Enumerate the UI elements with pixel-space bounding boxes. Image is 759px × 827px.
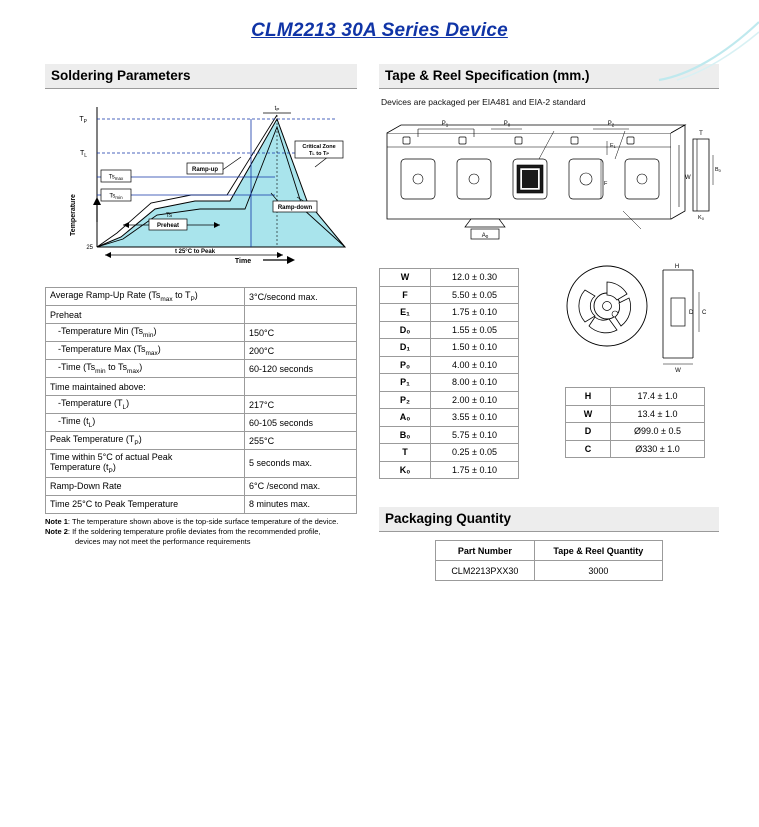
dim-value: 0.25 ± 0.05 <box>431 444 519 462</box>
param-value: 200°C <box>245 342 357 360</box>
param-label: -Time $(t_L)$ <box>46 414 245 432</box>
dim-symbol: P₀ <box>380 356 431 374</box>
svg-text:Ramp-up: Ramp-up <box>192 167 218 173</box>
param-value: 3°C/second max. <box>245 288 357 306</box>
table-row <box>46 396 357 414</box>
svg-text:TP: $T_P$ <box>79 116 87 125</box>
svg-text:tP: tP <box>274 106 280 112</box>
param-label: -Temperature $(T_L)$ <box>46 396 245 414</box>
param-value: 217°C <box>245 396 357 414</box>
table-row <box>46 450 357 478</box>
param-label: Time 25°C to Peak Temperature <box>46 495 245 513</box>
param-value: 5 seconds max. <box>245 450 357 478</box>
param-value <box>245 306 357 324</box>
svg-text:Critical Zone: Critical Zone <box>302 144 336 150</box>
reflow-profile-chart <box>45 97 357 277</box>
dim-symbol: E₁ <box>380 304 431 322</box>
dim-symbol: P₂ <box>380 391 431 409</box>
content-columns <box>0 42 759 581</box>
param-label: Peak Temperature $(T_P)$ <box>46 432 245 450</box>
dim-value: Ø330 ± 1.0 <box>611 440 705 458</box>
svg-text:W: W <box>675 368 681 374</box>
note-2-label: Note 2 <box>45 526 68 536</box>
param-label: Time maintained above: <box>46 378 245 396</box>
param-value: 60-120 seconds <box>245 360 357 378</box>
table-row <box>380 374 519 392</box>
note-1 <box>45 517 357 527</box>
soldering-parameters-table <box>45 287 357 514</box>
table-row <box>566 423 705 441</box>
table-row <box>46 360 357 378</box>
dim-symbol: K₀ <box>380 461 431 479</box>
dim-value: 2.00 ± 0.10 <box>431 391 519 409</box>
table-row <box>46 495 357 513</box>
table-row <box>380 444 519 462</box>
table-row <box>46 432 357 450</box>
svg-text:T: T <box>699 131 703 137</box>
svg-text:Tsmax: $Ts_{max}$ <box>108 174 124 181</box>
dim-symbol: B₀ <box>380 426 431 444</box>
dim-symbol: F <box>380 286 431 304</box>
svg-text:Temperature: Temperature <box>70 194 77 236</box>
table-row <box>380 426 519 444</box>
svg-text:P0: $P_0$ <box>503 121 511 128</box>
datasheet-page <box>0 20 759 827</box>
dim-symbol: C <box>566 440 611 458</box>
param-label: Ramp-Down Rate <box>46 477 245 495</box>
table-row <box>566 440 705 458</box>
param-label: Average Ramp-Up Rate ($Ts_{max}$ to $T_P$) <box>46 288 245 306</box>
param-value <box>245 378 357 396</box>
column-header-part-number: Part Number <box>436 541 535 561</box>
table-row <box>380 461 519 479</box>
svg-text:TL to TP: TL to TP <box>308 151 330 157</box>
param-value: 150°C <box>245 324 357 342</box>
svg-text:P1: $P_1$ <box>441 121 449 128</box>
table-row <box>46 378 357 396</box>
param-label: -Time ($Ts_{min}$ to $Ts_{max}$) <box>46 360 245 378</box>
table-row <box>380 339 519 357</box>
note-1-label: Note 1 <box>45 516 68 526</box>
svg-text:D: D <box>689 310 694 316</box>
param-value: 255°C <box>245 432 357 450</box>
svg-text:Ts: Ts <box>166 213 172 219</box>
cell-quantity: 3000 <box>534 561 662 581</box>
dim-symbol: D₁ <box>380 339 431 357</box>
param-label: Time within 5°C of actual Peak Temperature $(t_P)$ <box>46 450 245 478</box>
dim-value: 13.4 ± 1.0 <box>611 405 705 423</box>
soldering-section-heading: Soldering Parameters <box>45 64 357 89</box>
note-2-text: : If the soldering temperature profile deviates from the recommended profile, <box>67 526 321 536</box>
dim-symbol: A₀ <box>380 409 431 427</box>
param-label: -Temperature Max $(Ts_{max})$ <box>46 342 245 360</box>
svg-text:P2: $P_2$ <box>607 121 615 128</box>
dim-symbol: W <box>380 269 431 287</box>
dim-symbol: D₀ <box>380 321 431 339</box>
dim-symbol: W <box>566 405 611 423</box>
dim-value: 17.4 ± 1.0 <box>611 388 705 406</box>
soldering-notes <box>45 517 357 547</box>
table-row <box>380 321 519 339</box>
param-label: Preheat <box>46 306 245 324</box>
table-row <box>566 388 705 406</box>
svg-text:C: C <box>702 310 707 316</box>
param-label: -Temperature Min $(Ts_{min})$ <box>46 324 245 342</box>
reel-figure <box>559 262 719 382</box>
table-row <box>436 561 663 581</box>
svg-text:E1: E1 <box>610 143 616 149</box>
table-row <box>380 286 519 304</box>
table-row <box>46 477 357 495</box>
column-header-quantity: Tape & Reel Quantity <box>534 541 662 561</box>
svg-text:25: 25 <box>86 245 93 251</box>
param-value: 60-105 seconds <box>245 414 357 432</box>
svg-text:F: F <box>604 181 608 187</box>
svg-text:A0: A0 <box>481 233 489 239</box>
reel-figure-group <box>559 262 719 479</box>
dim-value: 1.75 ± 0.10 <box>431 304 519 322</box>
svg-text:Preheat: Preheat <box>156 223 180 229</box>
tape-dimensions-table <box>379 268 519 479</box>
dim-value: 4.00 ± 0.10 <box>431 356 519 374</box>
dim-symbol: H <box>566 388 611 406</box>
svg-text:Tsmin: $Ts_{min}$ <box>109 193 123 200</box>
tape-reel-column <box>379 64 719 581</box>
svg-text:H: H <box>674 264 680 270</box>
cell-part-number: CLM2213PXX30 <box>436 561 535 581</box>
svg-text:TL: $T_L$ <box>79 150 87 159</box>
table-header-row <box>436 541 663 561</box>
param-value: 8 minutes max. <box>245 495 357 513</box>
dim-value: 1.55 ± 0.05 <box>431 321 519 339</box>
note-2 <box>45 527 357 547</box>
svg-text:W: W <box>685 175 691 181</box>
dim-value: 3.55 ± 0.10 <box>431 409 519 427</box>
table-row <box>380 269 519 287</box>
dim-symbol: T <box>380 444 431 462</box>
dim-value: 5.75 ± 0.10 <box>431 426 519 444</box>
dim-value: 1.50 ± 0.10 <box>431 339 519 357</box>
table-row <box>380 356 519 374</box>
svg-text:Ramp-down: Ramp-down <box>277 205 313 211</box>
tape-reel-section-heading: Tape & Reel Specification (mm.) <box>379 64 719 89</box>
table-row <box>46 342 357 360</box>
svg-text:B0: B0 <box>715 167 721 173</box>
table-row <box>566 405 705 423</box>
reel-dimensions-table <box>565 387 705 458</box>
note-2-continuation: devices may not meet the performance requirements <box>75 537 251 547</box>
dim-value: 8.00 ± 0.10 <box>431 374 519 392</box>
standard-note: Devices are packaged per EIA481 and EIA-2 standard <box>381 97 586 107</box>
soldering-column <box>45 64 357 581</box>
tape-figure <box>379 115 719 479</box>
table-row <box>380 409 519 427</box>
param-value: 6°C /second max. <box>245 477 357 495</box>
table-row <box>46 414 357 432</box>
table-row <box>380 391 519 409</box>
table-row <box>46 324 357 342</box>
packaging-quantity-table <box>435 540 663 581</box>
svg-text:Time: Time <box>234 258 252 265</box>
dim-value: 1.75 ± 0.10 <box>431 461 519 479</box>
dimension-tables-row <box>379 262 719 479</box>
page-title: CLM2213 30A Series Device <box>251 20 508 41</box>
dim-symbol: D <box>566 423 611 441</box>
table-row <box>46 288 357 306</box>
table-row <box>380 304 519 322</box>
table-row <box>46 306 357 324</box>
svg-text:t 25°C to Peak: t 25°C to Peak <box>174 249 216 255</box>
svg-text:K0: K0 <box>698 215 704 221</box>
dim-value: Ø99.0 ± 0.5 <box>611 423 705 441</box>
dim-symbol: P₁ <box>380 374 431 392</box>
packaging-section-heading: Packaging Quantity <box>379 507 719 532</box>
note-1-text: : The temperature shown above is the top-side surface temperature of the device. <box>67 516 339 526</box>
dim-value: 12.0 ± 0.30 <box>431 269 519 287</box>
dim-value: 5.50 ± 0.05 <box>431 286 519 304</box>
